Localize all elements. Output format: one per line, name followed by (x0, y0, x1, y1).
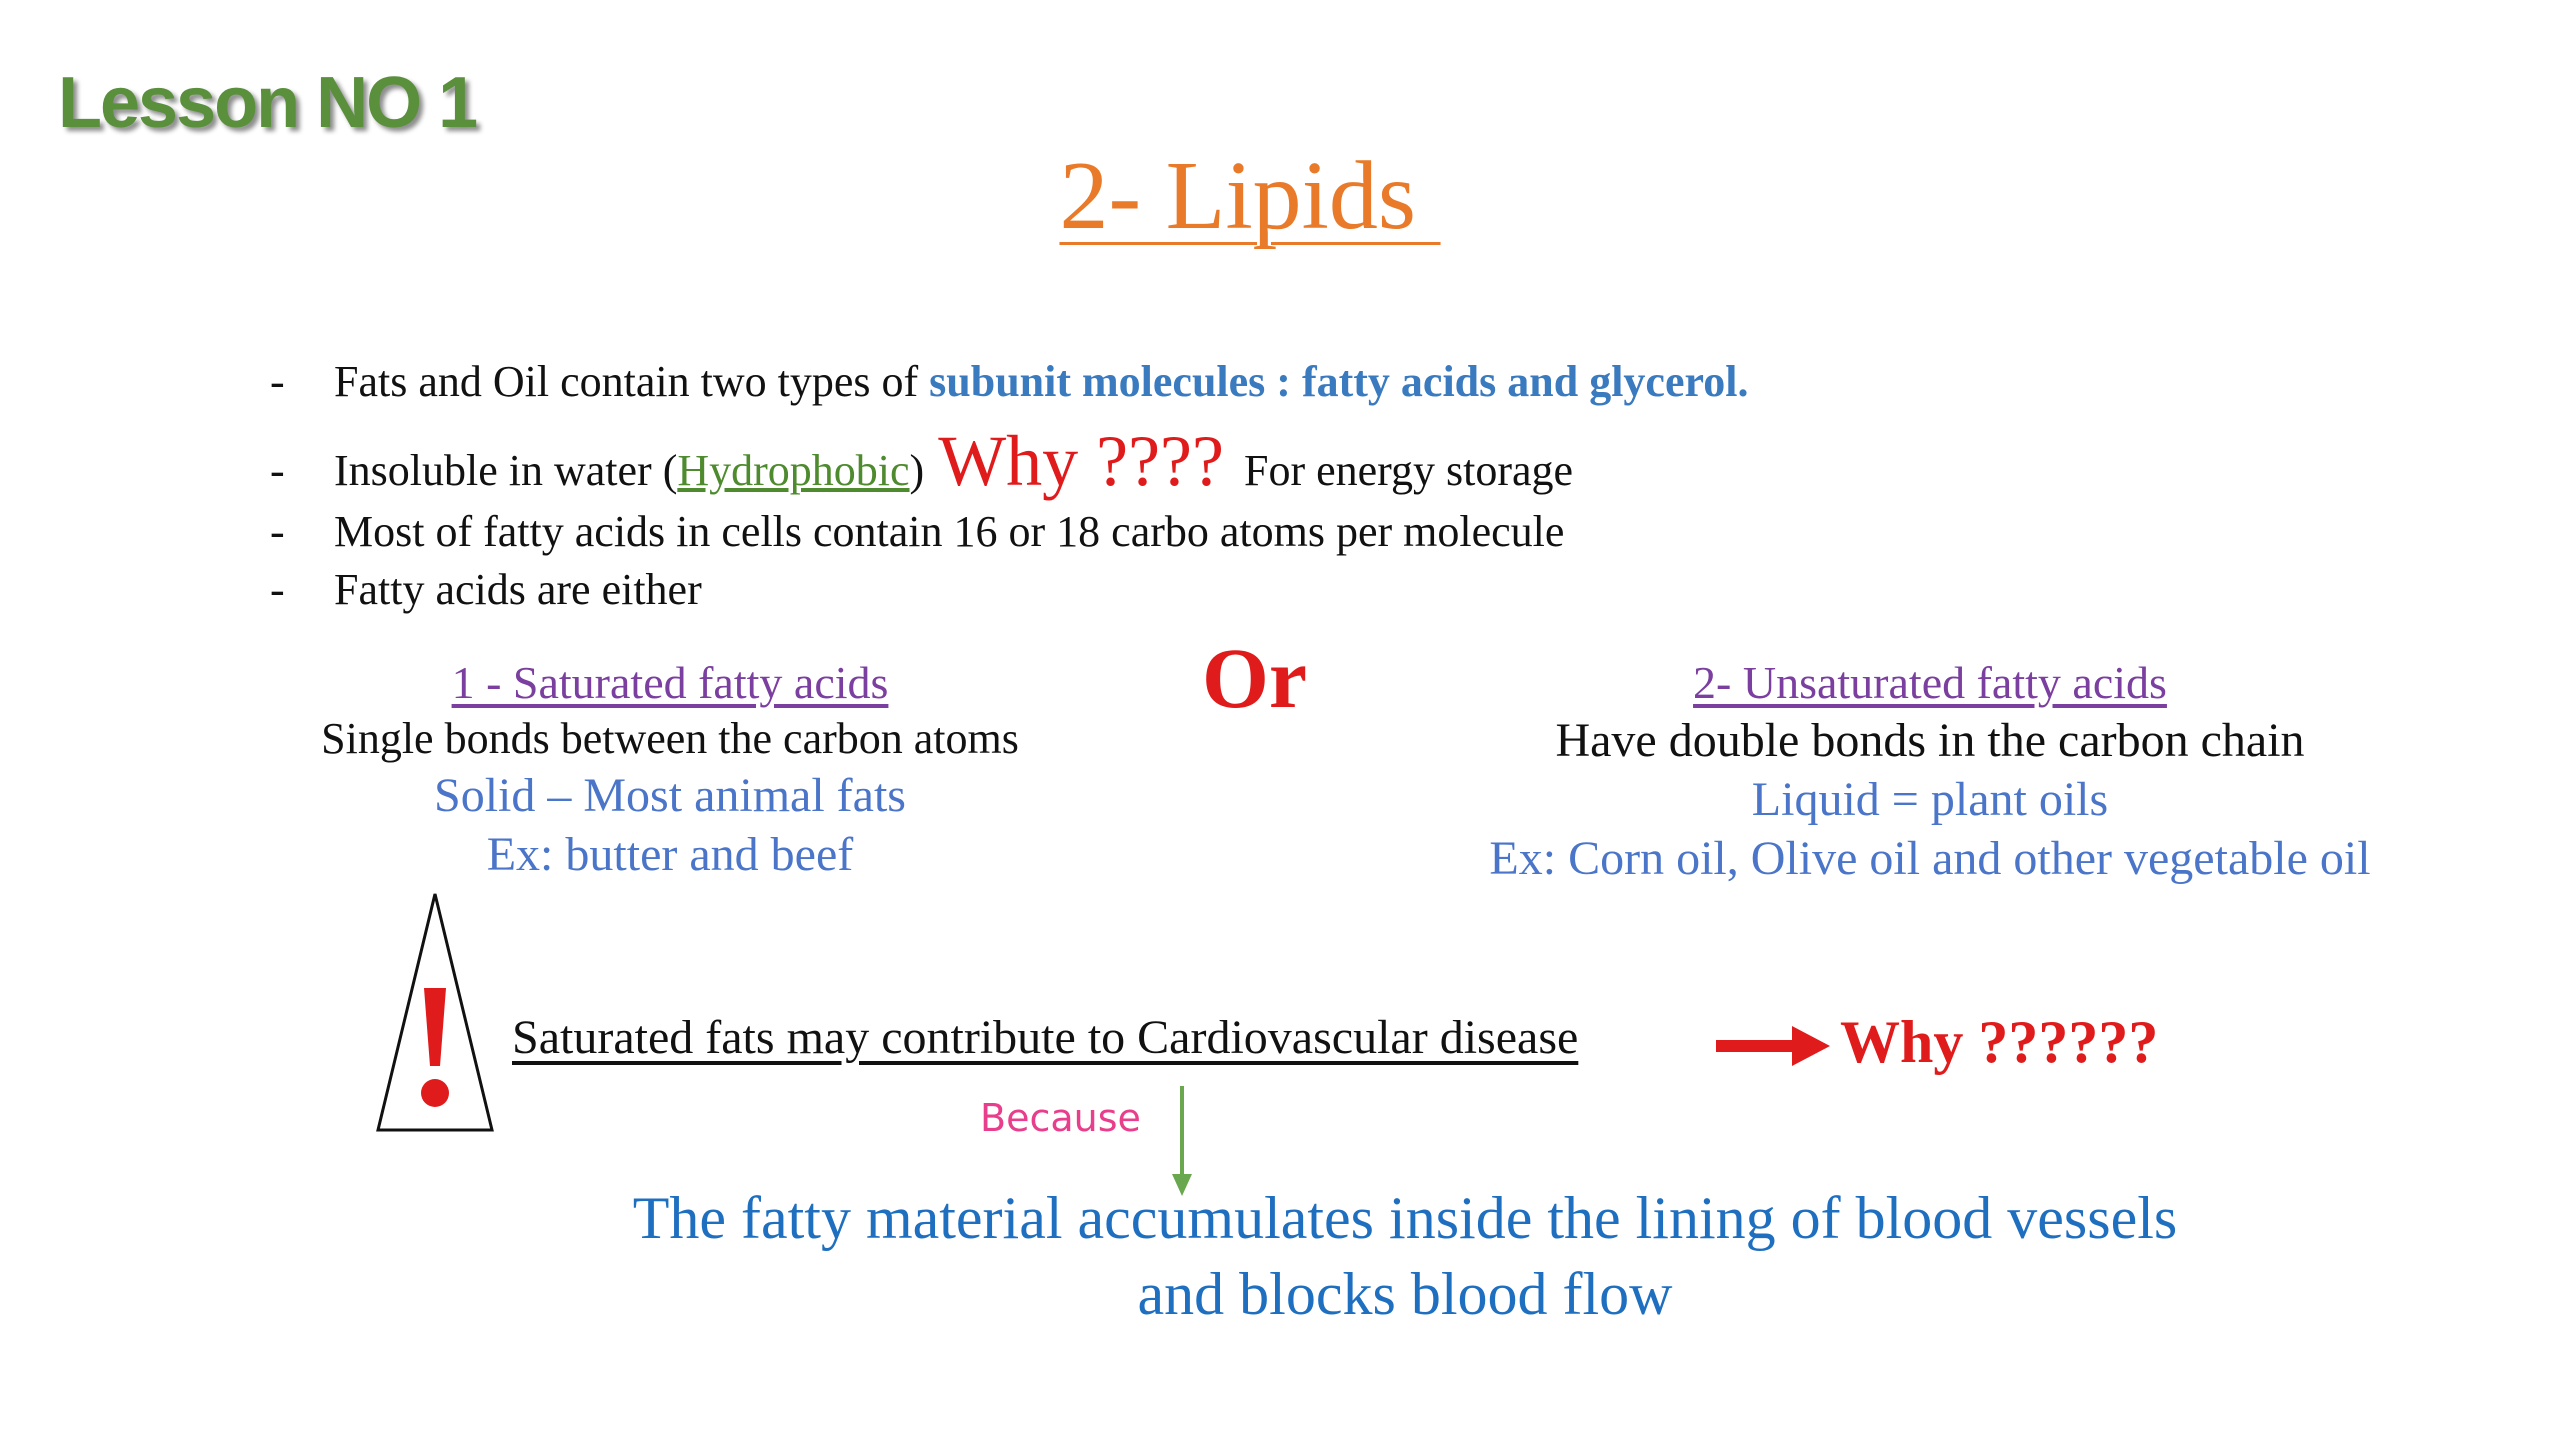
saturated-line: Single bonds between the carbon atoms (321, 714, 1019, 763)
bullet-dash: - (270, 565, 285, 614)
because-label: Because (980, 1096, 1141, 1140)
saturated-line: Ex: butter and beef (486, 828, 854, 881)
hydrophobic-link[interactable]: Hydrophobic (677, 446, 910, 495)
why-question: Why ???? (938, 421, 1224, 501)
unsaturated-column (1410, 656, 2450, 886)
bullet-dash: - (270, 507, 285, 556)
bullet-text: Insoluble in water ( (334, 446, 678, 495)
saturated-heading: 1 - Saturated fatty acids (451, 657, 889, 708)
bullet-paren: ) (909, 446, 925, 495)
bullet-text: Most of fatty acids in cells contain 16 or 18 carbo atoms per molecule (334, 507, 1565, 556)
bullet-dash: - (270, 357, 285, 406)
why-question: Why ?????? (1840, 1009, 2159, 1075)
saturated-column (220, 656, 1120, 882)
or-word: Or (1202, 630, 1308, 726)
bullet-text: Fatty acids are either (334, 565, 702, 614)
saturated-line: Solid – Most animal fats (434, 769, 906, 822)
arrow-right-icon (1716, 1024, 1832, 1068)
bullet-carbon-atoms (270, 506, 1564, 557)
bullet-highlight: subunit molecules : fatty acids and glycerol. (929, 357, 1749, 406)
warning-text: Saturated fats may contribute to Cardiovascular disease (512, 1011, 1579, 1064)
conclusion (0, 1180, 2560, 1332)
exclamation-warning-icon (370, 888, 500, 1138)
bullet-text: For energy storage (1243, 446, 1574, 495)
conclusion-line: and blocks blood flow (1137, 1261, 1673, 1327)
lesson-label: Lesson NO 1 (58, 63, 477, 143)
unsaturated-line: Have double bonds in the carbon chain (1555, 714, 2305, 767)
bullet-either (270, 564, 702, 615)
bullet-dash: - (270, 446, 285, 495)
bullet-text: Fats and Oil contain two types of (334, 357, 930, 406)
slide-title: 2- Lipids (1059, 142, 1441, 250)
bullet-subunits (270, 356, 1748, 407)
bullet-insoluble (270, 420, 1573, 503)
unsaturated-line: Liquid = plant oils (1751, 773, 2109, 826)
unsaturated-heading: 2- Unsaturated fatty acids (1693, 657, 2167, 708)
conclusion-line: The fatty material accumulates inside the lining of blood vessels (632, 1185, 2178, 1251)
unsaturated-line: Ex: Corn oil, Olive oil and other vegetable oil (1489, 832, 2371, 885)
